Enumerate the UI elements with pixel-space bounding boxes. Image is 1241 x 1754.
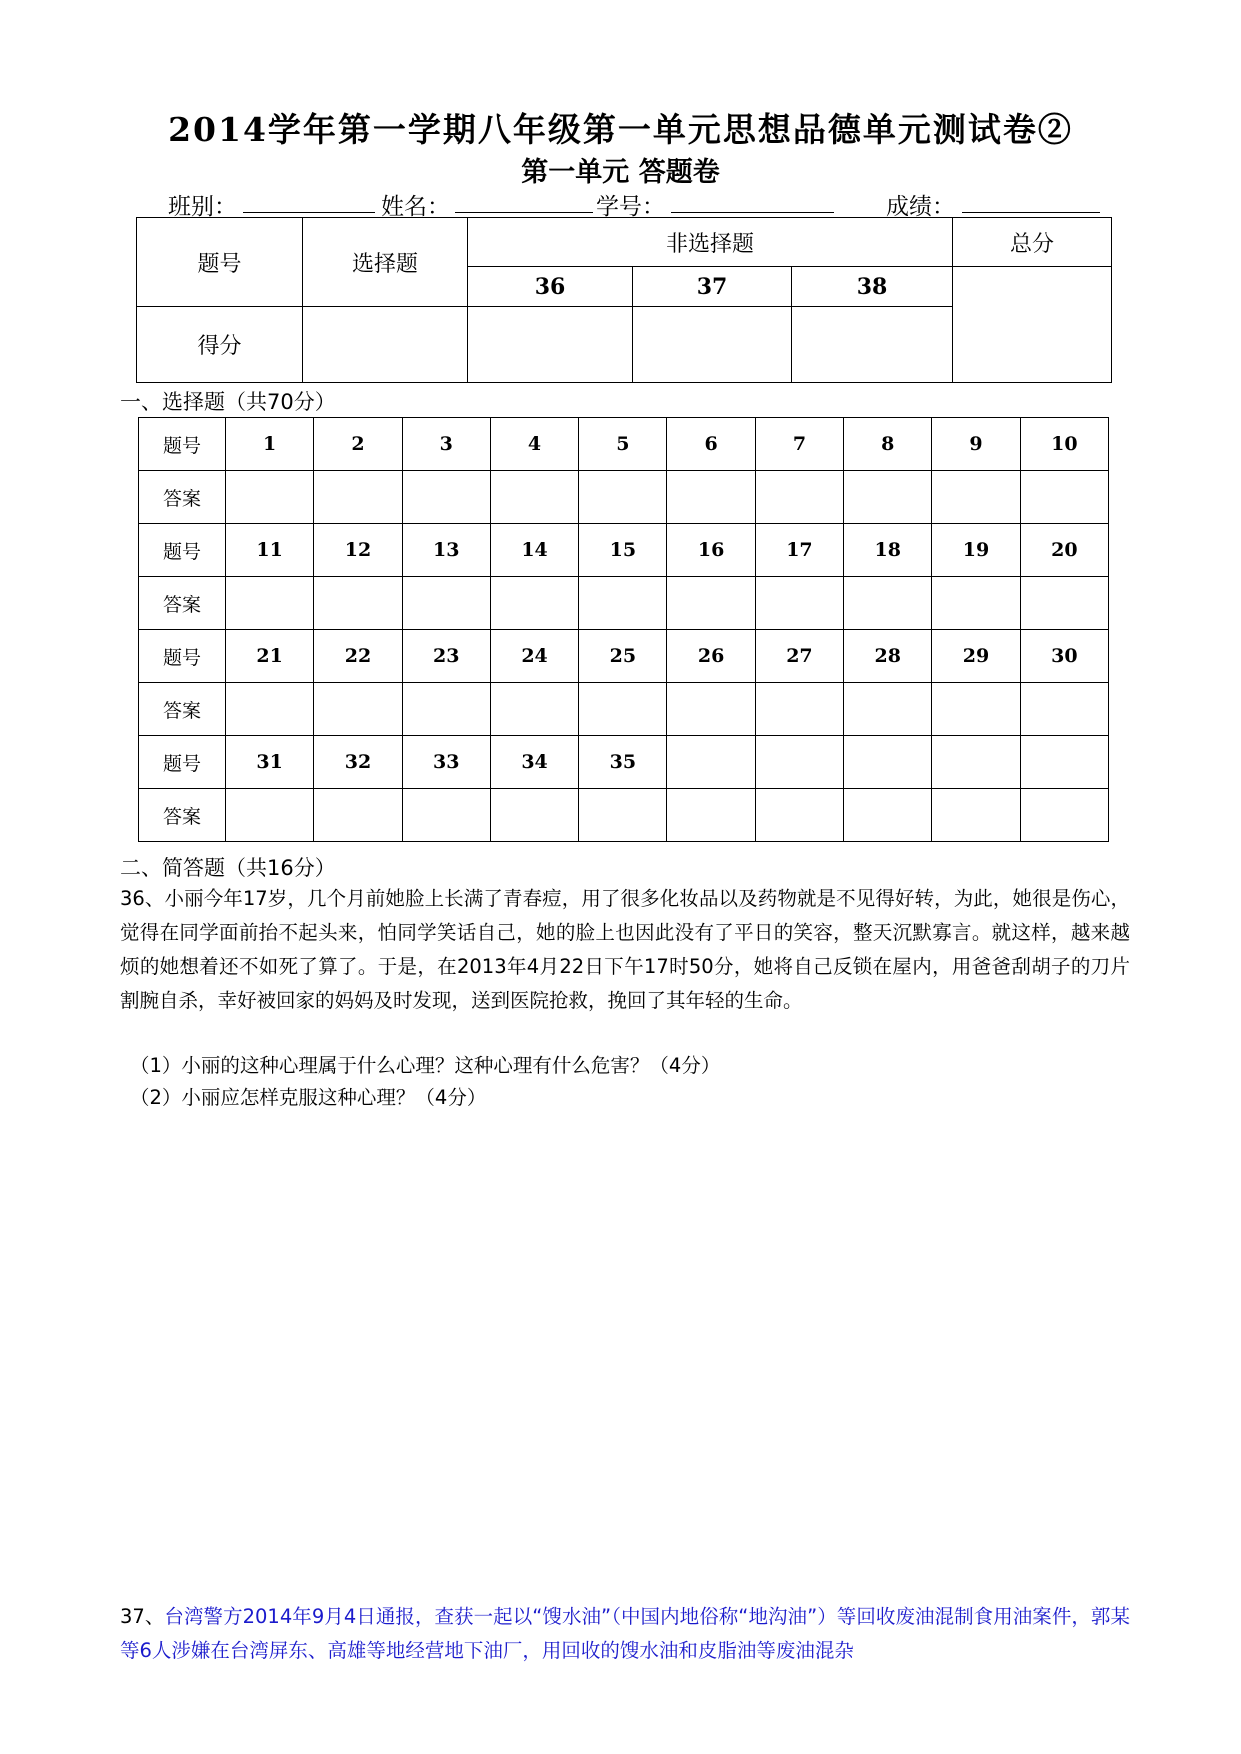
answer-cell[interactable] — [932, 683, 1020, 736]
answer-cell[interactable] — [314, 683, 402, 736]
choice-answer-row — [139, 471, 1109, 524]
row-label-answer: 答案 — [139, 789, 226, 842]
question-number-cell: 8 — [844, 418, 932, 471]
score-header-choice: 选择题 — [303, 218, 468, 307]
row-label-question: 题号 — [139, 736, 226, 789]
answer-cell[interactable] — [667, 471, 755, 524]
answer-cell[interactable] — [844, 683, 932, 736]
answer-cell[interactable] — [755, 577, 843, 630]
score-subheader-37: 37 — [633, 267, 792, 307]
question-number-cell — [667, 736, 755, 789]
answer-cell[interactable] — [1020, 471, 1108, 524]
row-label-question: 题号 — [139, 418, 226, 471]
section1-heading: 一、选择题（共70分） — [120, 390, 336, 414]
section2-heading: 二、简答题（共16分） — [120, 856, 336, 880]
choice-question-row — [139, 630, 1109, 683]
answer-cell[interactable] — [1020, 683, 1108, 736]
question-number-cell: 10 — [1020, 418, 1108, 471]
answer-cell[interactable] — [579, 577, 667, 630]
question-number-cell: 17 — [755, 524, 843, 577]
score-cell-36[interactable] — [468, 307, 633, 383]
question-36-text: 36、小丽今年17岁，几个月前她脸上长满了青春痘，用了很多化妆品以及药物就是不见得好转，为此，她很是伤心，觉得在同学面前抬不起头来，怕同学笑话自己，她的脸上也因此没有了平日的笑容，整天沉默寡言。就这样，越来越烦的她想着还不如死了算了。于是，在2013年4月22日下午17时50分，她将自己反锁在屋内，用爸爸刮胡子的刀片割腕自杀，幸好被回家的妈妈及时发现，送到医院抢救，挽回了其年轻的生命。 — [120, 887, 1130, 1012]
question-number-cell: 27 — [755, 630, 843, 683]
question-number-cell: 6 — [667, 418, 755, 471]
question-number-cell: 16 — [667, 524, 755, 577]
score-header-nonchoice: 非选择题 — [468, 218, 953, 267]
question-number-cell: 20 — [1020, 524, 1108, 577]
answer-cell[interactable] — [490, 683, 578, 736]
question-number-cell: 21 — [226, 630, 314, 683]
class-blank[interactable] — [243, 212, 375, 213]
score-cell-choice[interactable] — [303, 307, 468, 383]
answer-cell[interactable] — [226, 471, 314, 524]
question-number-cell: 34 — [490, 736, 578, 789]
choice-answer-row — [139, 789, 1109, 842]
question-number-cell: 26 — [667, 630, 755, 683]
question-number-cell: 33 — [402, 736, 490, 789]
question-number-cell: 2 — [314, 418, 402, 471]
answer-cell[interactable] — [402, 577, 490, 630]
question-number-cell: 18 — [844, 524, 932, 577]
answer-cell[interactable] — [755, 683, 843, 736]
question-number-cell: 19 — [932, 524, 1020, 577]
answer-cell[interactable] — [755, 471, 843, 524]
answer-cell[interactable] — [667, 683, 755, 736]
name-blank[interactable] — [455, 212, 593, 213]
question-number-cell: 29 — [932, 630, 1020, 683]
answer-cell[interactable] — [490, 577, 578, 630]
question-number-cell: 1 — [226, 418, 314, 471]
question-number-cell: 23 — [402, 630, 490, 683]
answer-cell[interactable] — [402, 683, 490, 736]
question-number-cell: 15 — [579, 524, 667, 577]
score-cell-37[interactable] — [633, 307, 792, 383]
answer-cell[interactable] — [667, 789, 755, 842]
question-number-cell: 11 — [226, 524, 314, 577]
answer-cell[interactable] — [932, 577, 1020, 630]
question-number-cell — [755, 736, 843, 789]
score-header-question: 题号 — [137, 218, 303, 307]
question-36-sub2: （2）小丽应怎样克服这种心理？（4分） — [130, 1086, 487, 1109]
question-37-body: 台湾警方2014年9月4日通报，查获一起以“馊水油”（中国内地俗称“地沟油”）等回收废油混制食用油案件，郭某等6人涉嫌在台湾屏东、高雄等地经营地下油厂，用回收的馊水油和皮脂油等废油混杂 — [120, 1605, 1130, 1662]
choice-answer-row — [139, 683, 1109, 736]
question-37-number: 37、 — [120, 1605, 165, 1628]
answer-cell[interactable] — [226, 683, 314, 736]
answer-cell[interactable] — [844, 577, 932, 630]
score-cell-38[interactable] — [792, 307, 953, 383]
answer-cell[interactable] — [579, 789, 667, 842]
row-label-answer: 答案 — [139, 471, 226, 524]
question-number-cell: 3 — [402, 418, 490, 471]
question-number-cell: 22 — [314, 630, 402, 683]
question-number-cell: 30 — [1020, 630, 1108, 683]
question-36-sub1: （1）小丽的这种心理属于什么心理？这种心理有什么危害？（4分） — [130, 1054, 721, 1077]
row-label-question: 题号 — [139, 524, 226, 577]
score-row-label: 得分 — [137, 307, 303, 383]
student-id-blank[interactable] — [671, 212, 834, 213]
question-number-cell: 13 — [402, 524, 490, 577]
row-label-question: 题号 — [139, 630, 226, 683]
page-subtitle: 第一单元 答题卷 — [521, 157, 720, 188]
answer-cell[interactable] — [844, 471, 932, 524]
choice-answer-row — [139, 577, 1109, 630]
question-number-cell: 35 — [579, 736, 667, 789]
question-number-cell: 25 — [579, 630, 667, 683]
question-number-cell: 4 — [490, 418, 578, 471]
answer-cell[interactable] — [226, 789, 314, 842]
question-number-cell: 12 — [314, 524, 402, 577]
name-label: 姓名： — [381, 194, 450, 220]
answer-cell[interactable] — [402, 471, 490, 524]
answer-cell[interactable] — [402, 789, 490, 842]
question-number-cell: 28 — [844, 630, 932, 683]
row-label-answer: 答案 — [139, 577, 226, 630]
answer-cell[interactable] — [490, 789, 578, 842]
question-number-cell — [932, 736, 1020, 789]
answer-cell[interactable] — [844, 789, 932, 842]
question-number-cell: 5 — [579, 418, 667, 471]
question-number-cell: 9 — [932, 418, 1020, 471]
score-header-total: 总分 — [953, 218, 1112, 267]
answer-cell[interactable] — [667, 577, 755, 630]
choice-question-row — [139, 736, 1109, 789]
answer-cell[interactable] — [226, 577, 314, 630]
question-number-cell — [844, 736, 932, 789]
question-number-cell: 14 — [490, 524, 578, 577]
score-subheader-36: 36 — [468, 267, 633, 307]
answer-cell[interactable] — [314, 577, 402, 630]
answer-cell[interactable] — [490, 471, 578, 524]
answer-cell[interactable] — [579, 471, 667, 524]
student-id-label: 学号： — [596, 194, 665, 220]
page-title: 2014学年第一学期八年级第一单元思想品德单元测试卷② — [168, 110, 1073, 149]
question-number-cell: 24 — [490, 630, 578, 683]
score-cell-total[interactable] — [953, 267, 1112, 383]
score-summary-table — [136, 217, 1112, 383]
answer-cell[interactable] — [755, 789, 843, 842]
class-label: 班别： — [168, 194, 237, 220]
question-number-cell: 32 — [314, 736, 402, 789]
choice-question-row — [139, 524, 1109, 577]
answer-cell[interactable] — [1020, 577, 1108, 630]
choice-answer-table — [138, 417, 1109, 842]
grade-blank[interactable] — [962, 212, 1100, 213]
choice-question-row — [139, 418, 1109, 471]
question-37-text — [120, 1600, 1130, 1668]
question-number-cell: 7 — [755, 418, 843, 471]
answer-cell[interactable] — [932, 471, 1020, 524]
row-label-answer: 答案 — [139, 683, 226, 736]
grade-label: 成绩： — [886, 194, 955, 220]
answer-cell[interactable] — [932, 789, 1020, 842]
answer-cell[interactable] — [1020, 789, 1108, 842]
answer-cell[interactable] — [314, 471, 402, 524]
answer-cell[interactable] — [579, 683, 667, 736]
score-subheader-38: 38 — [792, 267, 953, 307]
answer-cell[interactable] — [314, 789, 402, 842]
question-number-cell: 31 — [226, 736, 314, 789]
question-number-cell — [1020, 736, 1108, 789]
